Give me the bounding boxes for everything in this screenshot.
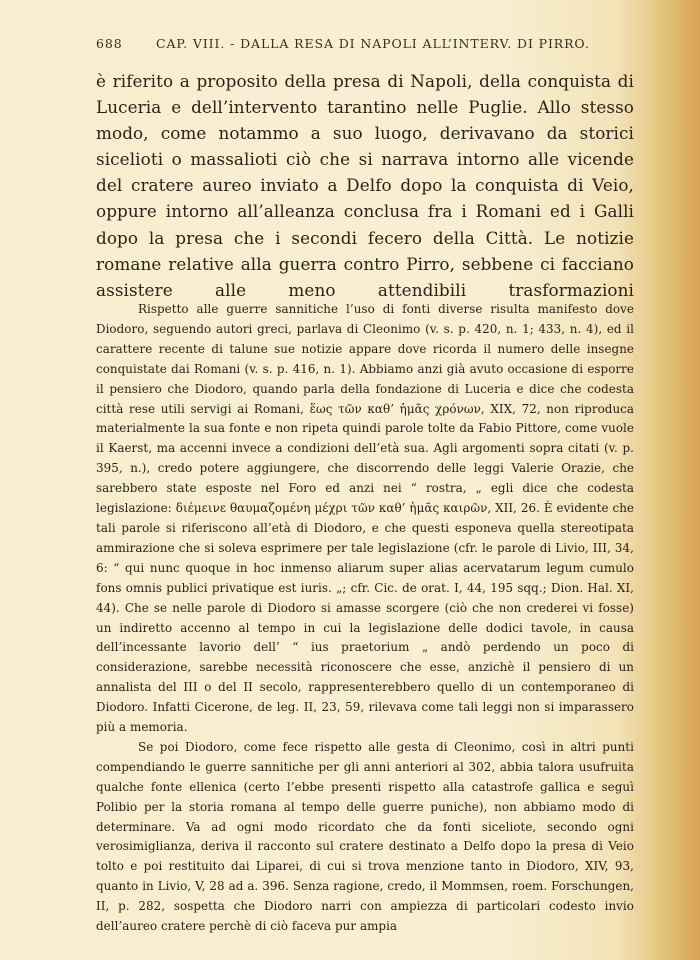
running-title: CAP. VIII. - DALLA RESA DI NAPOLI ALL’INTERV. DI PIRRO. — [156, 36, 590, 51]
main-text-block — [96, 68, 634, 303]
main-paragraph: è riferito a proposito della presa di Napoli, della conquista di Luceria e dell’intervento tarantino nelle Puglie. Allo stesso modo, come notammo a suo luogo, derivavano da storici sicelioti o massalioti ciò che si narrava intorno alle vicende del cratere aureo inviato a Delfo dopo la conquista di Veio, oppure intorno all’alleanza conclusa fra i Romani ed i Galli dopo la presa che i secondi fecero della Città. Le notizie romane relative alla guerra contro Pirro, sebbene ci facciano assistere alle meno attendibili trasformazioni — [96, 71, 634, 300]
page-number: 688 — [96, 36, 123, 51]
footnote-paragraph-1: Rispetto alle guerre sannitiche l’uso di fonti diverse risulta manifesto dove Diodoro, seguendo autori greci, parlava di Cleonimo (v. s. p. 420, n. 1; 433, n. 4), ed il carattere recente di talune sue notizie appare dove ricorda il numero delle insegne conquistate dai Romani (v. s. p. 416, n. 1). Abbiamo anzi già avuto occasione di esporre il pensiero che Diodoro, quando parla della fondazione di Luceria e dice che codesta città rese utili servigi ai Romani, ἕως τῶν καθ’ ἡμᾶς χρόνων, XIX, 72, non riproduca materialmente la sua fonte e non ripeta quindi parole tolte da Fabio Pittore, come vuole il Kaerst, ma accenni invece a condizioni dell’età sua. Agli argomenti sopra citati (v. p. 395, n.), credo potere aggiungere, che discorrendo delle leggi Valerie Orazie, che sarebbero state esposte nel Foro ed anzi nei “ rostra, „ egli dice che codesta legislazione: διέμεινε θαυμαζομένη μέχρι τῶν καθ’ ἡμᾶς καιρῶν, XII, 26. È evidente che tali parole si riferiscono all’età di Diodoro, e che questi esponeva quella stereotipata ammirazione che si soleva esprimere per tale legislazione (cfr. le parole di Livio, III, 34, 6: “ qui nunc quoque in hoc inmenso aliarum super alias acervatarum legum cumulo fons omnis publici privatique est iuris. „; cfr. Cic. de orat. I, 44, 195 sqq.; Dion. Hal. XI, 44). Che se nelle parole di Diodoro si amasse scorgere (ciò che non crederei vi fosse) un indiretto accenno al tempo in cui la legislazione delle dodici tavole, in causa dell’incessante lavorio dell’ “ ius praetorium „ andò perdendo un poco di considerazione, sarebbe necessità riconoscere che esse, anzichè il pensiero di un annalista del III o del II secolo, rappresenterebbero quello di un contemporaneo di Diodoro. Infatti Cicerone, de leg. II, 23, 59, rilevava come tali leggi non si imparassero più a memoria. — [96, 302, 634, 735]
footnotes — [96, 300, 634, 937]
footnote-paragraph-2: Se poi Diodoro, come fece rispetto alle gesta di Cleonimo, così in altri punti compendiando le guerre sannitiche per gli anni anteriori al 302, abbia talora usufruita qualche fonte ellenica (certo l’ebbe presenti rispetto alla catastrofe gallica e seguì Polibio per la storia romana al tempo delle guerre puniche), non abbiamo modo di determinare. Va ad ogni modo ricordato che da fonti siceliote, secondo ogni verosimiglianza, deriva il racconto sul cratere destinato a Delfo dopo la presa di Veio tolto e poi restituito dai Liparei, di cui si trova menzione tanto in Diodoro, XIV, 93, quanto in Livio, V, 28 ad a. 396. Senza ragione, credo, il Mommsen, roem. Forschungen, II, p. 282, sospetta che Diodoro narri con ampiezza di particolari codesto invio dell’aureo cratere perchè di ciò faceva pur ampia — [96, 739, 634, 934]
running-header — [96, 36, 616, 54]
page-edge-shadow — [672, 0, 700, 960]
